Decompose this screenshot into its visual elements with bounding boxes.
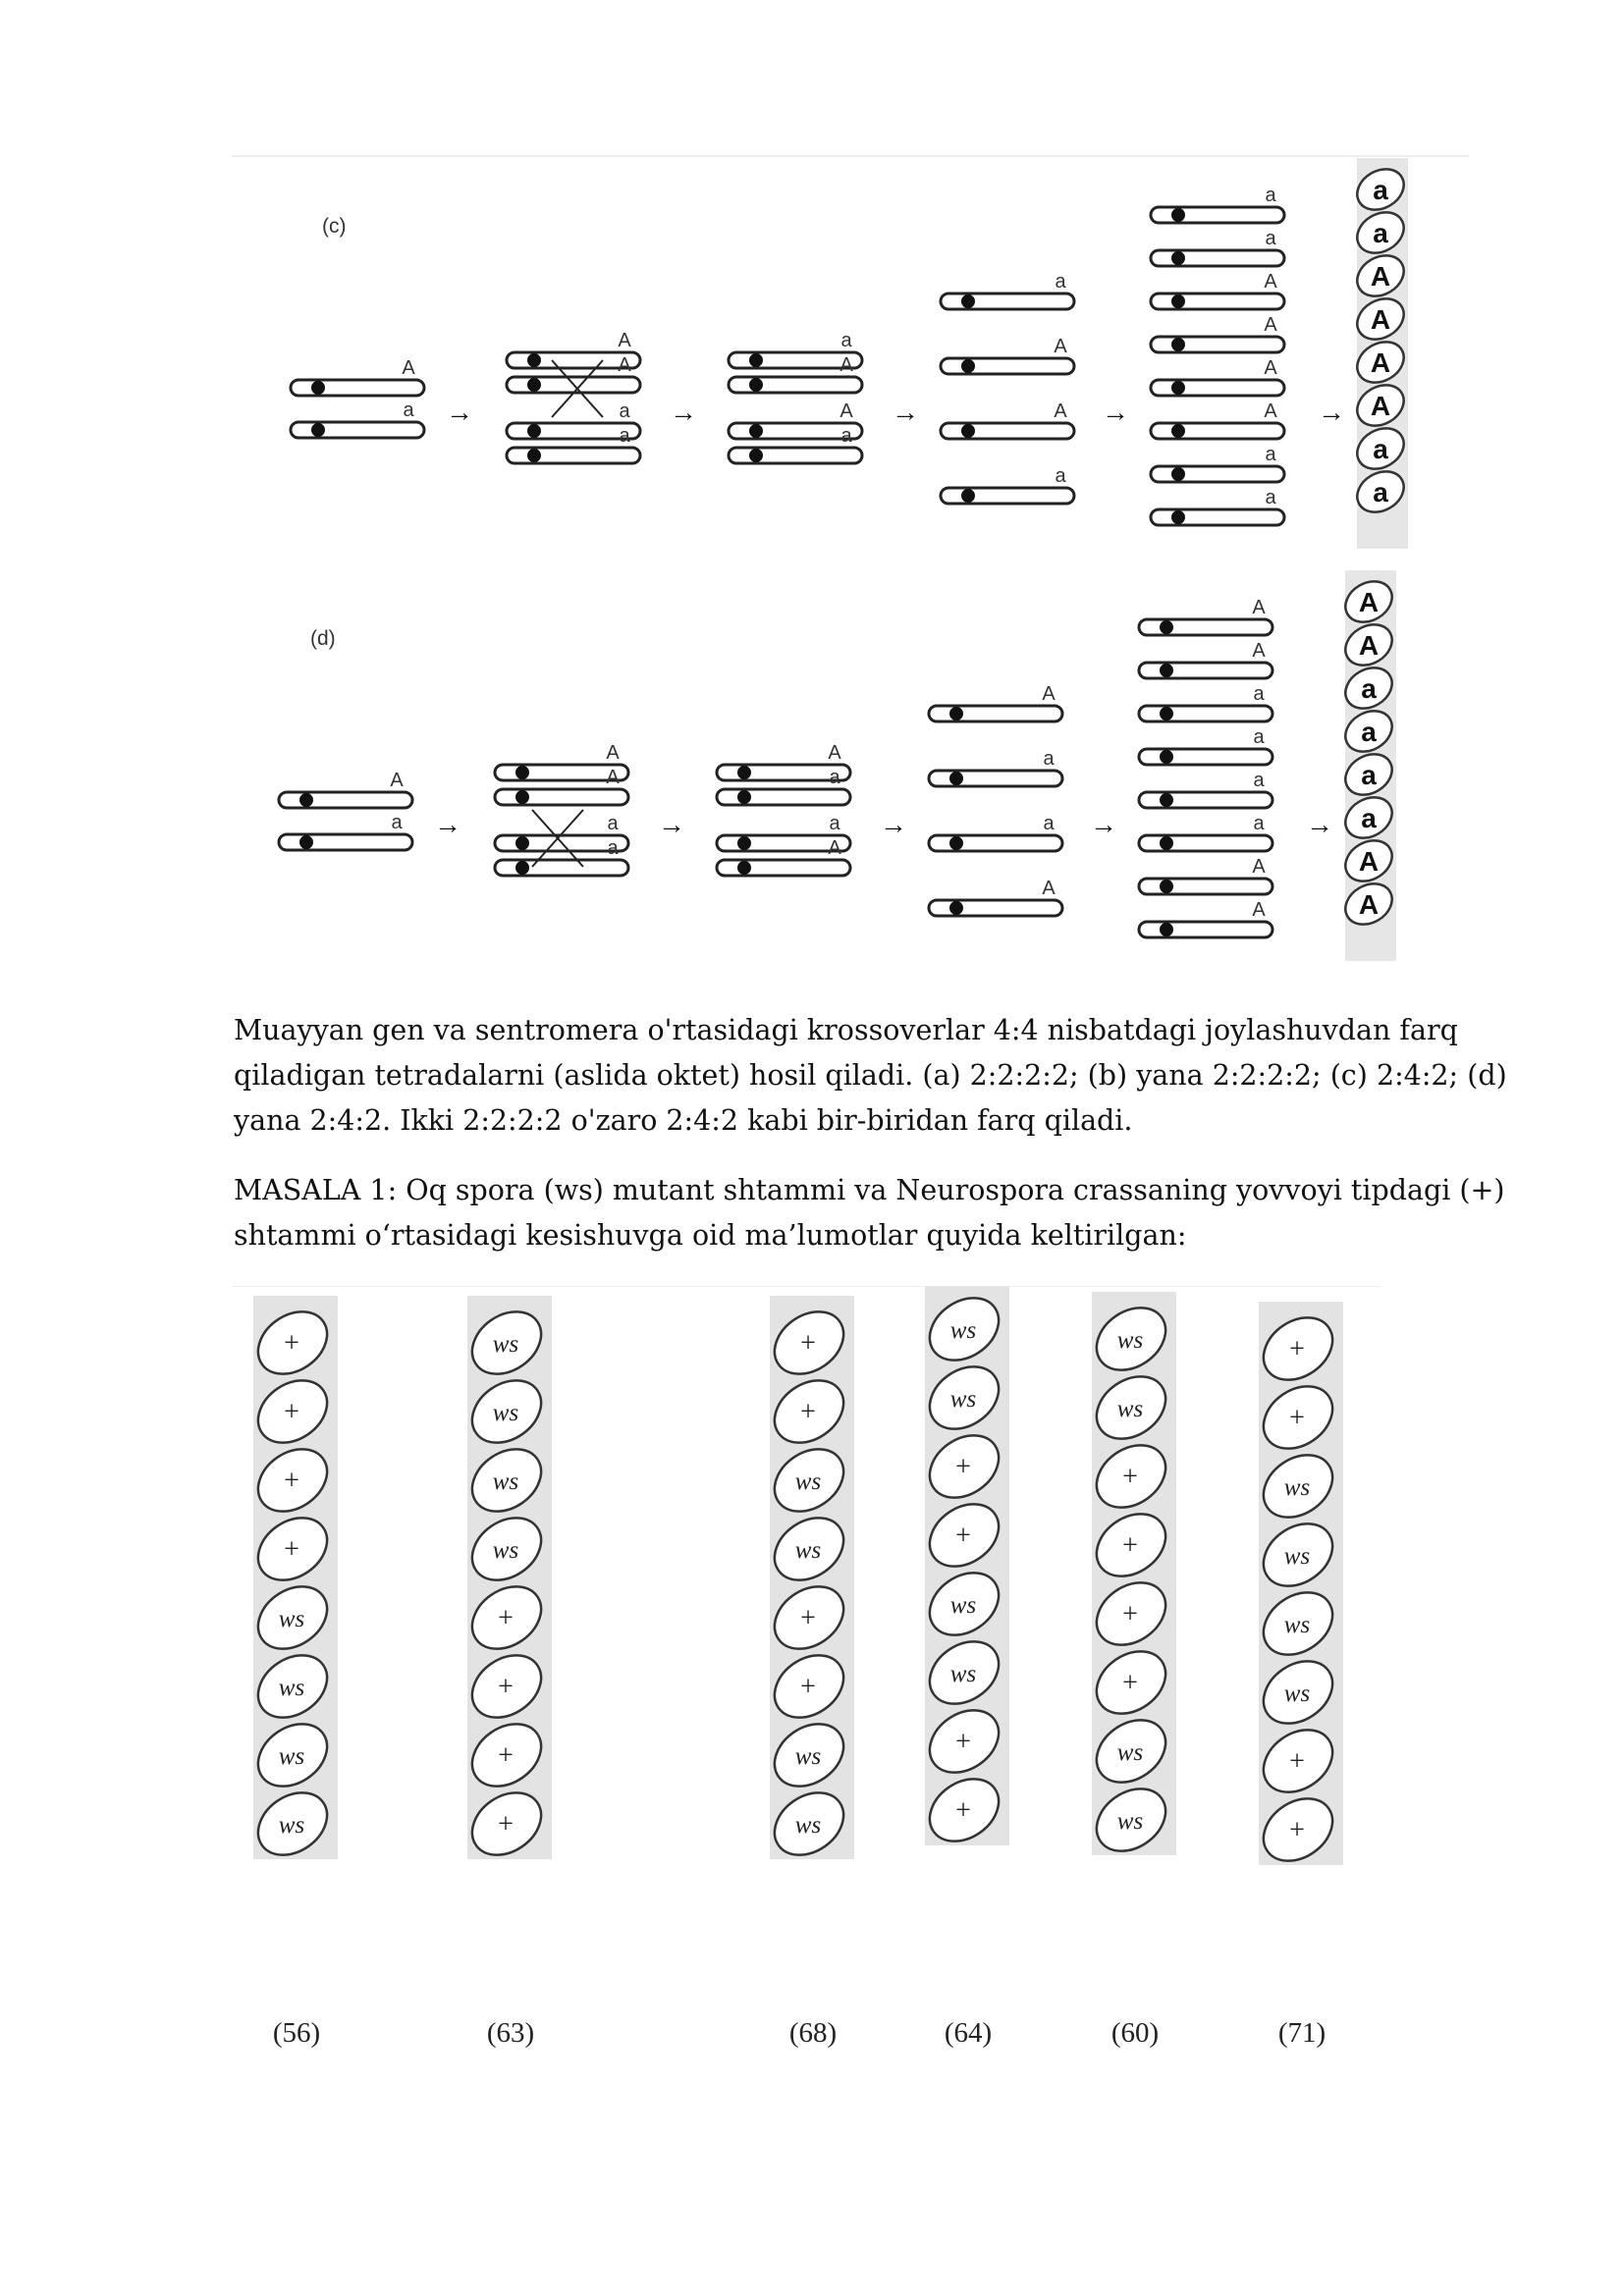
allele-label: A <box>1042 683 1056 705</box>
spore-genotype-ws: ws <box>794 1812 822 1839</box>
chromosome <box>929 900 1062 916</box>
allele-label: a <box>1253 726 1265 748</box>
allele-label: a <box>607 813 619 834</box>
spore-genotype-ws: ws <box>1283 1474 1311 1501</box>
spore-genotype-ws: ws <box>794 1468 822 1495</box>
arrow: → <box>1090 809 1117 839</box>
centromere <box>1171 208 1185 222</box>
centromere <box>1160 750 1173 764</box>
chromosome <box>1151 250 1284 266</box>
chromosome <box>507 448 640 463</box>
centromere <box>749 353 763 367</box>
centromere <box>1160 923 1173 936</box>
allele-label: A <box>618 330 631 351</box>
spore-allele: A <box>1358 630 1380 661</box>
allele-label: A <box>1252 597 1266 618</box>
allele-label: A <box>1264 314 1277 336</box>
allele-label: a <box>840 330 852 351</box>
centromere <box>527 449 541 462</box>
allele-label: a <box>829 813 840 834</box>
spore-genotype-plus: + <box>1289 1746 1305 1777</box>
centromere <box>737 836 751 850</box>
chromosome <box>1139 792 1272 808</box>
arrow: → <box>1102 397 1129 427</box>
chromosome <box>1151 509 1284 525</box>
chromosome <box>1151 466 1284 482</box>
spore-allele: A <box>1370 261 1391 292</box>
chromosome <box>941 488 1074 504</box>
spore-genotype-plus: + <box>1122 1530 1138 1561</box>
spore-genotype-plus: + <box>498 1809 514 1840</box>
centromere <box>1160 793 1173 807</box>
centromere <box>1171 338 1185 351</box>
spore-genotype-plus: + <box>284 1534 299 1565</box>
arrow: → <box>434 809 461 839</box>
allele-label: A <box>1264 357 1277 379</box>
spore-genotype-plus: + <box>955 1727 971 1757</box>
allele-label: a <box>1253 813 1265 834</box>
chromosome <box>717 789 850 805</box>
chromosome <box>279 834 412 850</box>
chromosome <box>1139 619 1272 635</box>
chromosome <box>717 860 850 876</box>
spore-genotype-plus: + <box>1289 1815 1305 1845</box>
centromere <box>527 424 541 438</box>
chromosome <box>941 294 1074 309</box>
allele-label: a <box>1253 770 1265 791</box>
spore-allele: A <box>1358 587 1380 617</box>
spore-genotype-plus: + <box>284 1328 299 1359</box>
centromere <box>1160 620 1173 634</box>
allele-label: a <box>1055 271 1066 293</box>
allele-label: A <box>1252 899 1266 921</box>
allele-label: a <box>619 425 630 447</box>
centromere <box>749 424 763 438</box>
centromere <box>527 378 541 392</box>
spore-genotype-ws: ws <box>1116 1808 1144 1835</box>
chromosome <box>941 358 1074 374</box>
centromere <box>737 861 751 875</box>
spore-genotype-ws: ws <box>492 1400 519 1426</box>
spore-genotype-ws: ws <box>949 1317 977 1344</box>
spore-genotype-ws: ws <box>794 1743 822 1770</box>
centromere <box>515 836 529 850</box>
chromosome <box>1139 835 1272 851</box>
allele-label: a <box>391 812 403 833</box>
spore-genotype-ws: ws <box>1116 1396 1144 1422</box>
spore-allele: A <box>1358 889 1380 920</box>
centromere <box>961 294 975 308</box>
crossover-diagram <box>232 152 1469 967</box>
allele-label: a <box>1265 444 1276 465</box>
spore-genotype-plus: + <box>498 1740 514 1771</box>
spore-genotype-plus: + <box>1289 1403 1305 1433</box>
centromere <box>311 423 325 437</box>
centromere <box>961 424 975 438</box>
chromosome <box>929 835 1062 851</box>
allele-label: a <box>1043 748 1055 770</box>
chromosome <box>1151 423 1284 439</box>
allele-label: a <box>1265 185 1276 206</box>
spore-allele: a <box>1361 673 1377 704</box>
centromere <box>515 790 529 804</box>
spore-genotype-plus: + <box>1122 1462 1138 1492</box>
centromere <box>1171 424 1185 438</box>
centromere <box>1160 664 1173 677</box>
spore-genotype-ws: ws <box>278 1743 305 1770</box>
arrow: → <box>446 397 473 427</box>
arrow: → <box>658 809 685 839</box>
spore-genotype-plus: + <box>1289 1334 1305 1364</box>
chromosome <box>1139 663 1272 678</box>
spore-allele: a <box>1373 218 1388 248</box>
spore-allele: A <box>1370 347 1391 378</box>
spore-genotype-ws: ws <box>794 1537 822 1564</box>
chromosome <box>1139 706 1272 721</box>
ascus-count: (71) <box>1277 2017 1326 2049</box>
chromosome <box>495 860 628 876</box>
spore-allele: A <box>1358 846 1380 877</box>
allele-label: A <box>839 354 853 376</box>
allele-label: A <box>606 742 620 764</box>
allele-label: a <box>1265 228 1276 249</box>
centromere <box>515 861 529 875</box>
spore-genotype-ws: ws <box>949 1661 977 1687</box>
allele-label: A <box>1042 878 1056 899</box>
spore-genotype-ws: ws <box>949 1592 977 1619</box>
spore-genotype-ws: ws <box>1116 1327 1144 1354</box>
centromere <box>515 766 529 779</box>
panel-label: (d) <box>310 627 336 650</box>
centromere <box>749 449 763 462</box>
spore-genotype-plus: + <box>955 1795 971 1826</box>
allele-label: a <box>1253 683 1265 705</box>
centromere <box>1171 467 1185 481</box>
centromere <box>961 359 975 373</box>
chromosome <box>1151 294 1284 309</box>
spore-genotype-ws: ws <box>492 1537 519 1564</box>
centromere <box>737 790 751 804</box>
ascus-count: (56) <box>272 2017 321 2049</box>
allele-label: a <box>1055 465 1066 487</box>
chromosome <box>929 706 1062 721</box>
allele-label: a <box>1043 813 1055 834</box>
spore-genotype-plus: + <box>1122 1668 1138 1698</box>
allele-label: A <box>1252 856 1266 878</box>
ascus-count: (60) <box>1110 2017 1160 2049</box>
chromosome <box>1151 337 1284 352</box>
spore-genotype-ws: ws <box>1283 1612 1311 1638</box>
chromosome <box>291 422 424 438</box>
chromosome <box>1139 879 1272 894</box>
allele-label: a <box>403 400 414 421</box>
spore-genotype-plus: + <box>498 1672 514 1702</box>
centromere <box>311 381 325 395</box>
spore-genotype-ws: ws <box>492 1468 519 1495</box>
centromere <box>1171 510 1185 524</box>
spore-allele: a <box>1373 477 1388 507</box>
spore-genotype-plus: + <box>955 1452 971 1482</box>
allele-label: A <box>1264 400 1277 422</box>
centromere <box>749 378 763 392</box>
arrow: → <box>670 397 697 427</box>
centromere <box>299 793 313 807</box>
chromosome <box>1139 922 1272 937</box>
centromere <box>1171 251 1185 265</box>
centromere <box>1171 294 1185 308</box>
chromosome <box>291 380 424 396</box>
allele-label: A <box>402 357 415 379</box>
spore-allele: a <box>1361 760 1377 790</box>
allele-label: A <box>839 400 853 422</box>
spore-genotype-ws: ws <box>1116 1739 1144 1766</box>
allele-label: A <box>618 354 631 376</box>
centromere <box>949 707 963 721</box>
spore-genotype-plus: + <box>800 1328 816 1359</box>
ascus-count: (64) <box>944 2017 993 2049</box>
spore-genotype-plus: + <box>800 1672 816 1702</box>
spore-genotype-plus: + <box>284 1397 299 1427</box>
spore-genotype-ws: ws <box>278 1812 305 1839</box>
allele-label: a <box>607 837 619 859</box>
chromosome <box>929 771 1062 786</box>
allele-label: A <box>828 837 841 859</box>
centromere <box>1160 707 1173 721</box>
allele-label: a <box>829 767 840 788</box>
spore-genotype-plus: + <box>498 1603 514 1633</box>
allele-label: a <box>840 425 852 447</box>
spore-genotype-plus: + <box>955 1521 971 1551</box>
spore-allele: a <box>1373 175 1388 205</box>
spore-genotype-ws: ws <box>949 1386 977 1413</box>
asci-figure <box>232 1286 1390 2061</box>
centromere <box>1160 836 1173 850</box>
centromere <box>737 766 751 779</box>
arrow: → <box>880 809 907 839</box>
allele-label: A <box>828 742 841 764</box>
panel-label: (c) <box>322 215 347 238</box>
centromere <box>961 489 975 503</box>
chromosome <box>495 789 628 805</box>
spore-genotype-plus: + <box>800 1397 816 1427</box>
allele-label: A <box>1054 336 1067 357</box>
centromere <box>1160 880 1173 893</box>
centromere <box>949 901 963 915</box>
chromosome <box>941 423 1074 439</box>
allele-label: a <box>1265 487 1276 508</box>
spore-genotype-ws: ws <box>492 1331 519 1358</box>
centromere <box>299 835 313 849</box>
spore-genotype-ws: ws <box>278 1606 305 1632</box>
ascus-count: (63) <box>486 2017 535 2049</box>
centromere <box>527 353 541 367</box>
spore-allele: a <box>1361 803 1377 833</box>
allele-label: a <box>619 400 630 422</box>
spore-genotype-ws: ws <box>278 1675 305 1701</box>
allele-label: A <box>390 770 404 791</box>
spore-allele: A <box>1370 304 1391 335</box>
problem-statement: MASALA 1: Oq spora (ws) mutant shtammi va Neurospora crassaning yovvoyi tipdagi (+) shtammi o‘rtasidagi kesishuvga oid ma’lumotlar quyida keltirilgan: <box>234 1174 1505 1252</box>
explanation-paragraph: Muayyan gen va sentromera o'rtasidagi krossoverlar 4:4 nisbatdagi joylashuvdan farq qiladigan tetradalarni (aslida oktet) hosil qiladi. (a) 2:2:2:2; (b) yana 2:2:2:2; (c) 2:4:2; (d) yana 2:4:2. Ikki 2:2:2:2 o'zaro 2:4:2 kabi bir-biridan farq qiladi. <box>234 1014 1507 1137</box>
chromosome <box>1139 749 1272 765</box>
chromosome <box>729 448 862 463</box>
centromere <box>949 772 963 785</box>
spore-genotype-ws: ws <box>1283 1681 1311 1707</box>
chromosome <box>729 377 862 393</box>
spore-genotype-plus: + <box>800 1603 816 1633</box>
arrow: → <box>892 397 919 427</box>
ascus-count: (68) <box>788 2017 838 2049</box>
arrow: → <box>1306 809 1333 839</box>
spore-genotype-plus: + <box>1122 1599 1138 1629</box>
spore-allele: a <box>1373 434 1388 464</box>
chromosome <box>279 792 412 808</box>
allele-label: A <box>1252 640 1266 662</box>
allele-label: A <box>606 767 620 788</box>
chromosome <box>1151 380 1284 396</box>
spore-genotype-ws: ws <box>1283 1543 1311 1570</box>
spore-allele: a <box>1361 717 1377 747</box>
chromosome <box>1151 207 1284 223</box>
spore-genotype-plus: + <box>284 1466 299 1496</box>
allele-label: A <box>1054 400 1067 422</box>
spore-allele: A <box>1370 391 1391 421</box>
allele-label: A <box>1264 271 1277 293</box>
arrow: → <box>1318 397 1345 427</box>
centromere <box>949 836 963 850</box>
centromere <box>1171 381 1185 395</box>
